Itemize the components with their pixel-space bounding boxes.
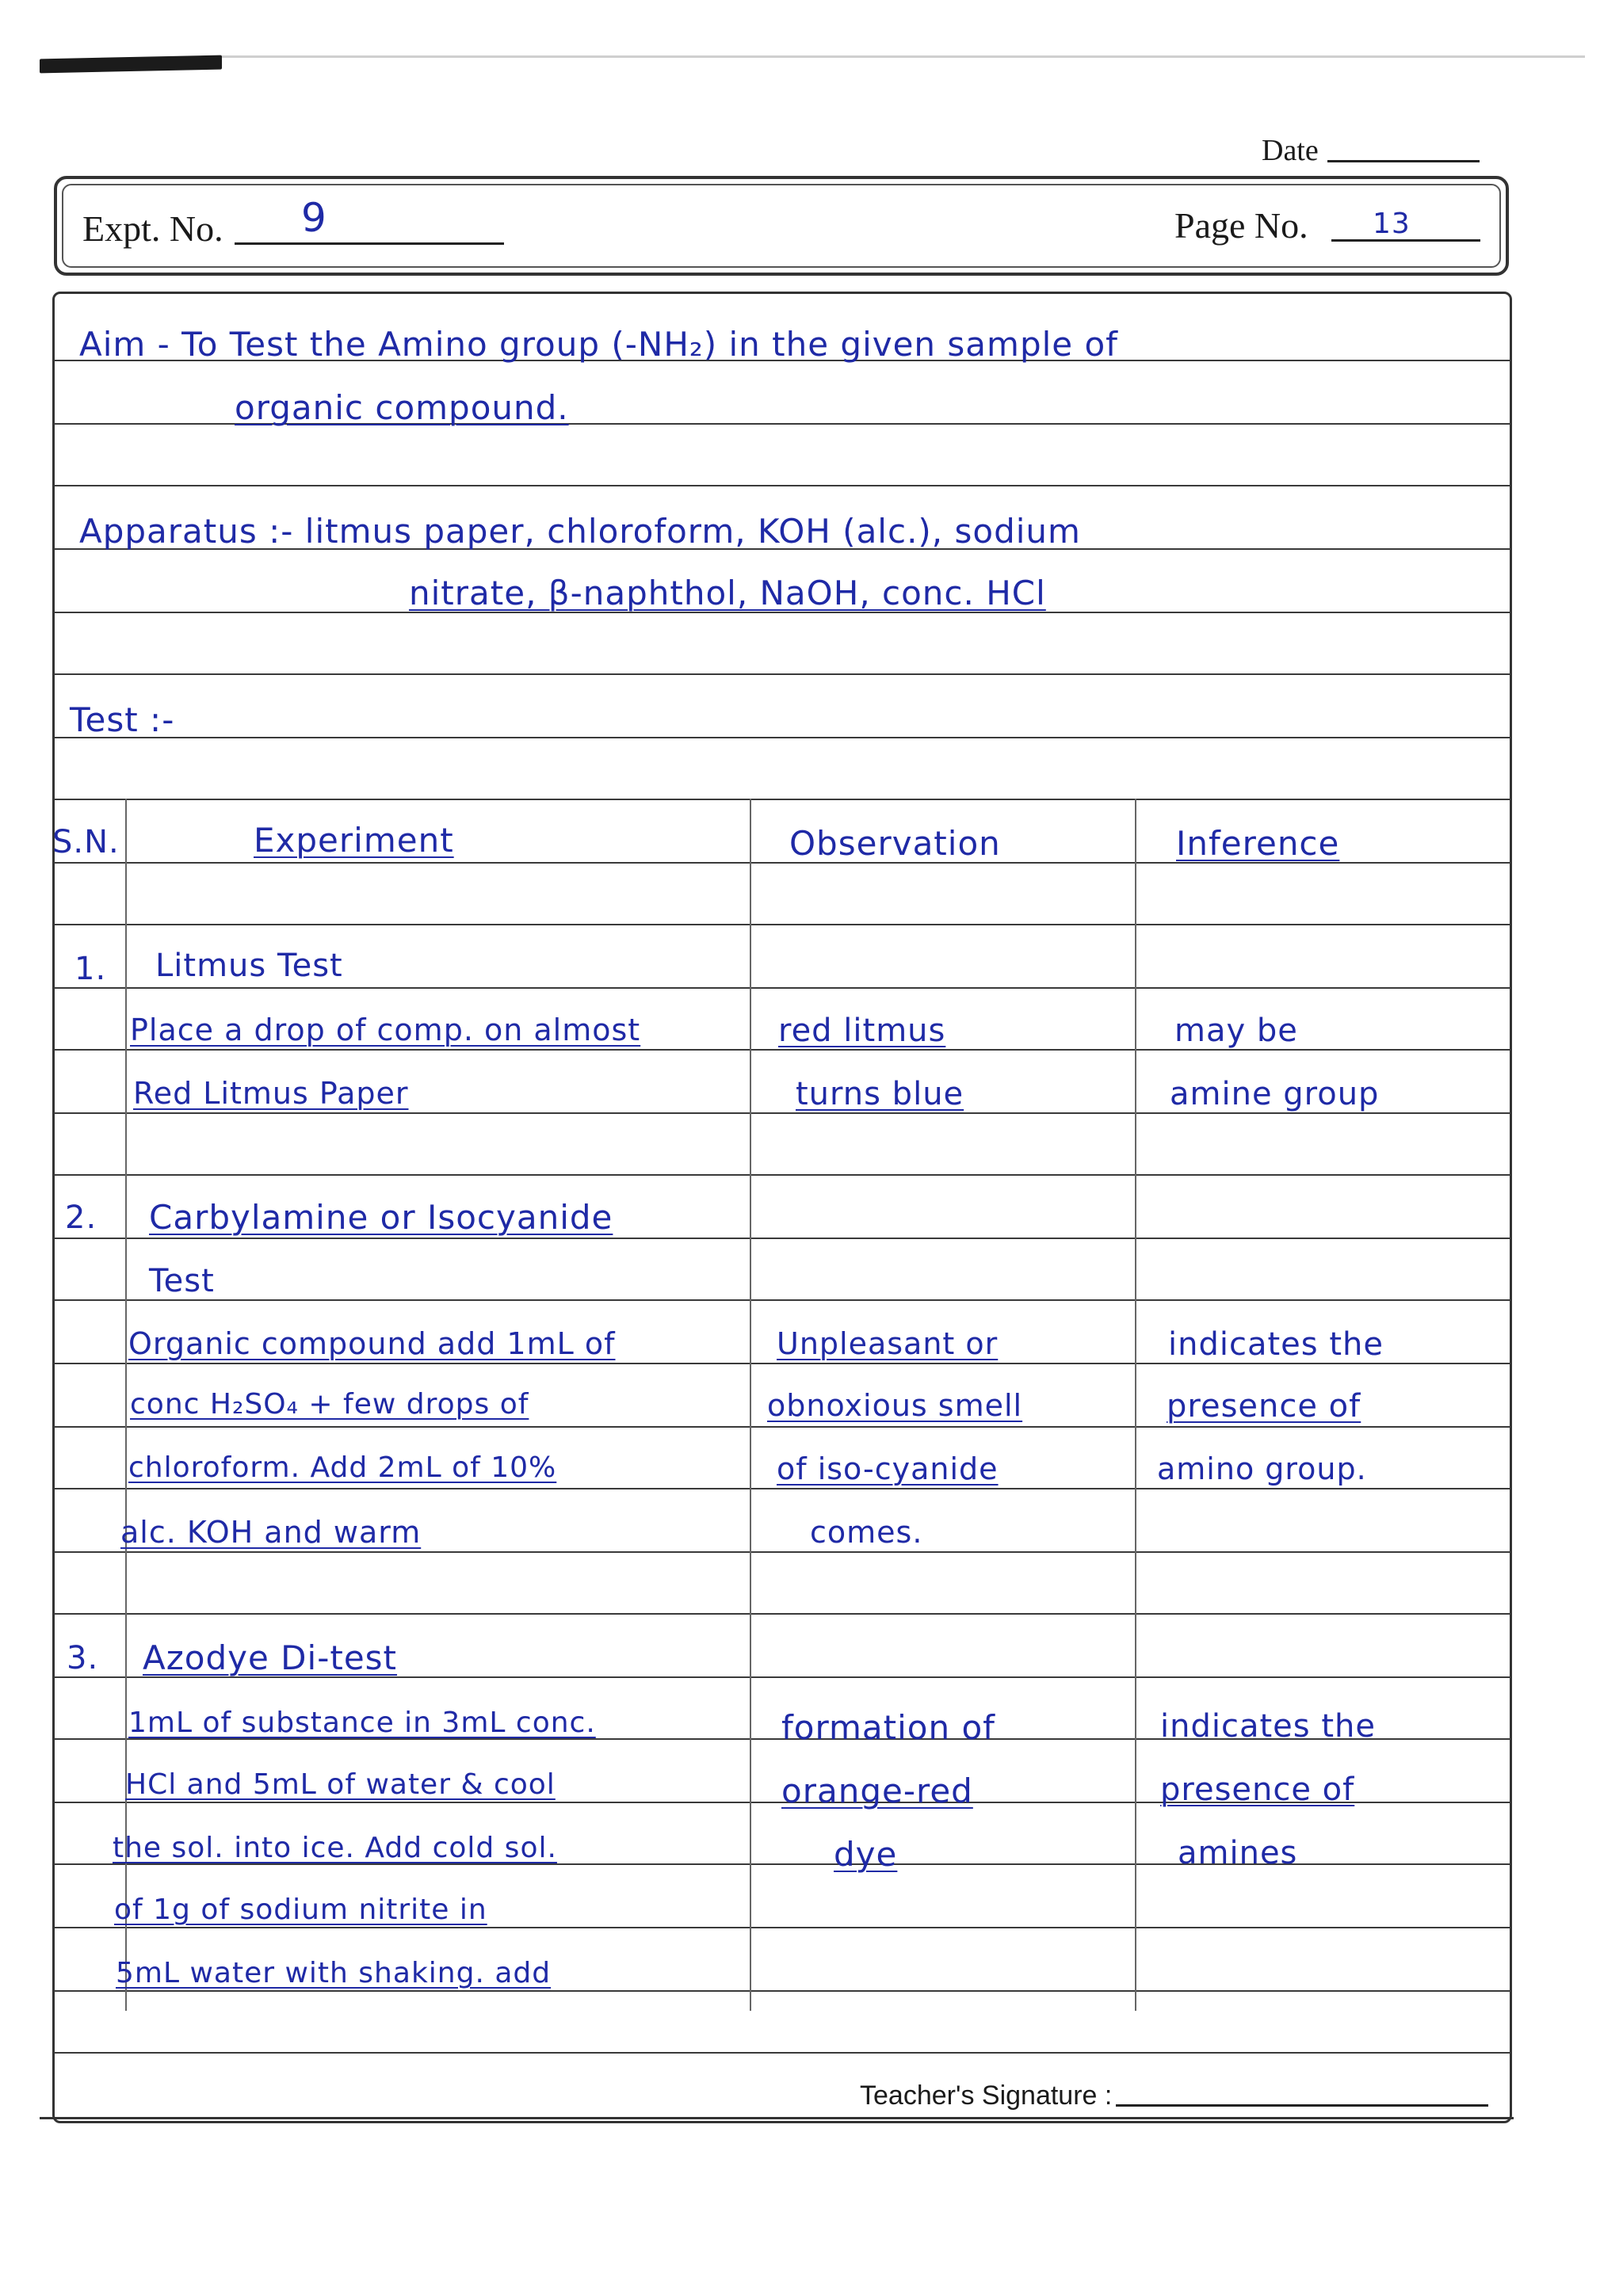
row-sn: 3.: [67, 1640, 99, 1676]
observation-line: orange-red: [781, 1772, 973, 1810]
expt-no-label: Expt. No.: [82, 208, 223, 249]
header-experiment: Experiment: [254, 821, 454, 860]
row-sn: 1.: [74, 951, 107, 987]
experiment-line: 5mL water with shaking. add: [116, 1957, 552, 1989]
inference-line: amines: [1178, 1835, 1298, 1871]
observation-line: of iso-cyanide: [777, 1451, 999, 1486]
expt-no-value: 9: [301, 195, 327, 241]
aim-line-2: organic compound.: [235, 388, 569, 427]
aim-line-1: Aim - To Test the Amino group (-NH₂) in the given sample of: [79, 325, 1118, 364]
row-title: Litmus Test: [155, 948, 343, 984]
inference-line: presence of: [1167, 1388, 1361, 1425]
experiment-line: of 1g of sodium nitrite in: [114, 1894, 487, 1926]
observation-line: formation of: [781, 1708, 995, 1747]
inference-line: indicates the: [1168, 1326, 1384, 1363]
observation-line: Unpleasant or: [777, 1326, 999, 1361]
row-title-continued: Test: [149, 1263, 215, 1299]
row-title: Azodye Di-test: [143, 1638, 398, 1677]
page-no-value: 13: [1373, 208, 1411, 240]
observation-line: red litmus: [778, 1013, 946, 1049]
expt-no-line: [235, 242, 504, 245]
page-no-label: Page No.: [1174, 205, 1308, 246]
header-observation: Observation: [789, 824, 1001, 863]
observation-line: dye: [834, 1835, 898, 1874]
experiment-line: Organic compound add 1mL of: [128, 1326, 616, 1361]
inference-line: may be: [1174, 1013, 1298, 1049]
inference-line: amine group: [1170, 1076, 1380, 1112]
inference-line: presence of: [1160, 1772, 1355, 1808]
experiment-line: chloroform. Add 2mL of 10%: [128, 1451, 557, 1484]
date-label: Date: [1262, 134, 1319, 167]
experiment-line: 1mL of substance in 3mL conc.: [128, 1707, 596, 1739]
page-edge-shadow: [40, 55, 222, 74]
page-bottom-rule: [40, 2117, 1514, 2119]
test-label: Test :-: [70, 700, 175, 739]
experiment-line: Place a drop of comp. on almost: [130, 1013, 641, 1047]
inference-line: amino group.: [1157, 1451, 1367, 1486]
header-inference: Inference: [1176, 824, 1340, 863]
observation-line: turns blue: [796, 1076, 964, 1112]
apparatus-line-2: nitrate, β-naphthol, NaOH, conc. HCl: [409, 574, 1046, 612]
row-sn: 2.: [65, 1199, 97, 1236]
date-line: [1327, 160, 1480, 162]
page-edge-line: [222, 55, 1585, 58]
header-sn: S.N.: [52, 824, 120, 860]
experiment-line: Red Litmus Paper: [133, 1076, 409, 1111]
row-title: Carbylamine or Isocyanide: [149, 1198, 613, 1237]
inference-line: indicates the: [1160, 1708, 1376, 1745]
experiment-line: conc H₂SO₄ + few drops of: [130, 1388, 529, 1421]
observation-line: comes.: [810, 1515, 923, 1550]
apparatus-line-1: Apparatus :- litmus paper, chloroform, KOH (alc.), sodium: [79, 512, 1081, 551]
experiment-line: HCl and 5mL of water & cool: [125, 1768, 556, 1801]
teacher-signature-line: [1116, 2104, 1488, 2107]
observation-line: obnoxious smell: [767, 1388, 1023, 1423]
experiment-line: alc. KOH and warm: [120, 1515, 422, 1550]
teacher-signature-label: Teacher's Signature :: [860, 2081, 1113, 2111]
experiment-line: the sol. into ice. Add cold sol.: [113, 1832, 557, 1864]
